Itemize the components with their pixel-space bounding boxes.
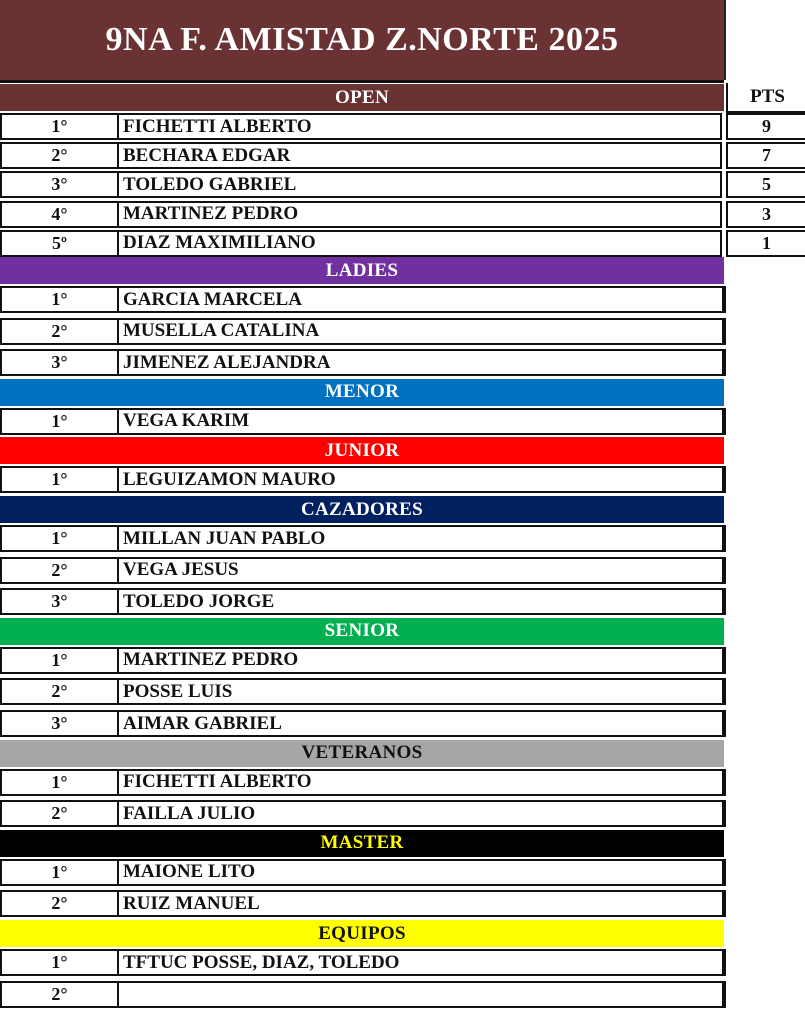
player-name-cell: FAILLA JULIO bbox=[123, 802, 256, 824]
position-cell: 4° bbox=[2, 203, 119, 226]
table-row bbox=[0, 408, 726, 435]
table-row bbox=[0, 113, 722, 140]
points-cell: 7 bbox=[726, 142, 805, 169]
points-cell: 1 bbox=[726, 230, 805, 257]
table-row bbox=[0, 588, 726, 615]
position-cell: 2° bbox=[2, 320, 119, 343]
points-cell: 5 bbox=[726, 171, 805, 198]
position-cell: 2° bbox=[2, 680, 119, 703]
table-row bbox=[0, 142, 722, 169]
category-header-equipos: EQUIPOS bbox=[0, 920, 724, 947]
table-row bbox=[0, 349, 726, 376]
player-name-cell: FICHETTI ALBERTO bbox=[123, 115, 312, 137]
player-name-cell: BECHARA EDGAR bbox=[123, 144, 291, 166]
table-row bbox=[0, 678, 726, 705]
position-cell: 1° bbox=[2, 771, 119, 794]
category-header-junior: JUNIOR bbox=[0, 437, 724, 464]
position-cell: 2° bbox=[2, 802, 119, 825]
category-header-master: MASTER bbox=[0, 830, 724, 857]
table-row bbox=[0, 890, 726, 917]
position-cell: 1° bbox=[2, 527, 119, 550]
page-title: 9NA F. AMISTAD Z.NORTE 2025 bbox=[0, 0, 726, 80]
table-row bbox=[0, 171, 722, 198]
position-cell: 1° bbox=[2, 115, 119, 138]
position-cell: 3° bbox=[2, 173, 119, 196]
position-cell: 1° bbox=[2, 951, 119, 974]
table-row bbox=[0, 769, 726, 796]
position-cell: 1° bbox=[2, 468, 119, 491]
player-name-cell: MUSELLA CATALINA bbox=[123, 320, 320, 342]
category-header-ladies: LADIES bbox=[0, 257, 724, 284]
position-cell: 5º bbox=[2, 232, 119, 255]
table-row bbox=[0, 286, 726, 313]
table-row bbox=[0, 230, 722, 257]
table-row bbox=[0, 859, 726, 886]
table-row bbox=[0, 557, 726, 584]
category-header-open: OPEN bbox=[0, 84, 724, 111]
player-name-cell: FICHETTI ALBERTO bbox=[123, 771, 312, 793]
table-row bbox=[0, 318, 726, 345]
position-cell: 1° bbox=[2, 649, 119, 672]
position-cell: 3° bbox=[2, 590, 119, 613]
table-row bbox=[0, 710, 726, 737]
table-row bbox=[0, 525, 726, 552]
position-cell: 1° bbox=[2, 861, 119, 884]
player-name-cell: GARCIA MARCELA bbox=[123, 288, 302, 310]
player-name-cell: VEGA KARIM bbox=[123, 410, 250, 432]
position-cell: 2° bbox=[2, 892, 119, 915]
player-name-cell: JIMENEZ ALEJANDRA bbox=[123, 351, 331, 373]
position-cell: 3° bbox=[2, 351, 119, 374]
category-header-cazadores: CAZADORES bbox=[0, 496, 724, 523]
category-header-veteranos: VETERANOS bbox=[0, 740, 724, 767]
position-cell: 1° bbox=[2, 410, 119, 433]
table-row bbox=[0, 647, 726, 674]
points-cell: 3 bbox=[726, 201, 805, 228]
player-name-cell: MARTINEZ PEDRO bbox=[123, 649, 299, 671]
player-name-cell: MAIONE LITO bbox=[123, 861, 256, 883]
category-header-menor: MENOR bbox=[0, 379, 724, 406]
position-cell: 2° bbox=[2, 144, 119, 167]
position-cell: 3° bbox=[2, 712, 119, 735]
table-row bbox=[0, 800, 726, 827]
table-row bbox=[0, 201, 722, 228]
player-name-cell: DIAZ MAXIMILIANO bbox=[123, 232, 316, 254]
table-row bbox=[0, 949, 726, 976]
title-divider bbox=[0, 80, 724, 83]
player-name-cell: RUIZ MANUEL bbox=[123, 892, 260, 914]
table-row bbox=[0, 981, 726, 1008]
position-cell: 2° bbox=[2, 559, 119, 582]
player-name-cell: VEGA JESUS bbox=[123, 559, 239, 581]
points-cell: 9 bbox=[726, 113, 805, 140]
player-name-cell: MILLAN JUAN PABLO bbox=[123, 527, 326, 549]
player-name-cell: TOLEDO JORGE bbox=[123, 590, 275, 612]
category-header-senior: SENIOR bbox=[0, 618, 724, 645]
pts-header: PTS bbox=[726, 83, 805, 113]
player-name-cell: LEGUIZAMON MAURO bbox=[123, 468, 336, 490]
table-row bbox=[0, 466, 726, 493]
player-name-cell: MARTINEZ PEDRO bbox=[123, 203, 299, 225]
position-cell: 1° bbox=[2, 288, 119, 311]
player-name-cell: AIMAR GABRIEL bbox=[123, 712, 282, 734]
position-cell: 2° bbox=[2, 983, 119, 1006]
player-name-cell: TFTUC POSSE, DIAZ, TOLEDO bbox=[123, 951, 400, 973]
player-name-cell: POSSE LUIS bbox=[123, 680, 233, 702]
player-name-cell: TOLEDO GABRIEL bbox=[123, 173, 297, 195]
